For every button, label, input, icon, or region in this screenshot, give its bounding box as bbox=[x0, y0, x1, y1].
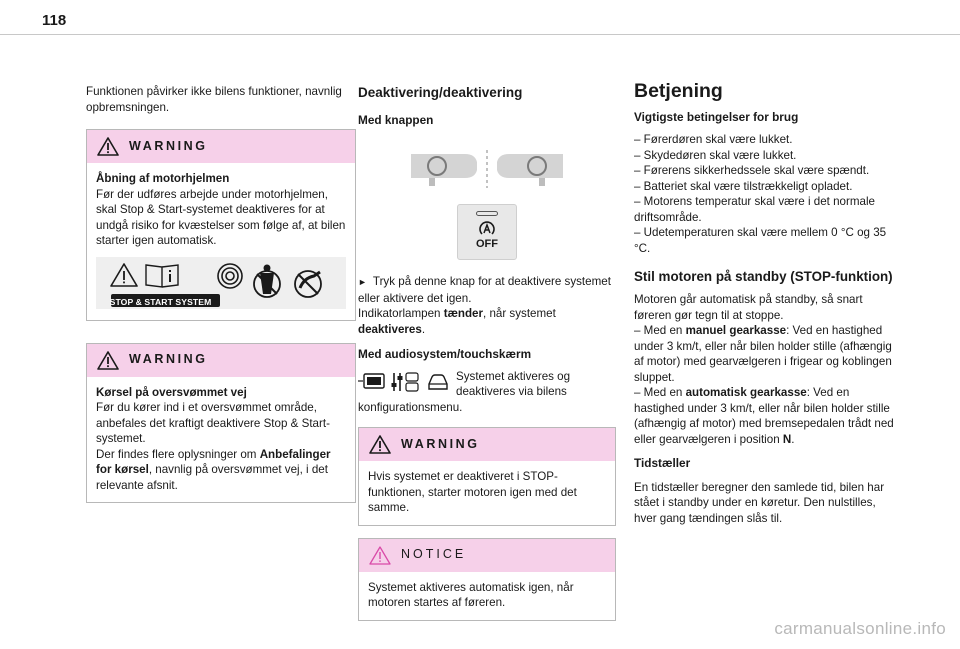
subheading-button: Med knappen bbox=[358, 112, 434, 127]
text-fragment: : Ved en hastighed under 3 km/t, eller når bilen holder stille (afhængig af motor) med bremsepedalen trådt ned eller gearvælgeren i position bbox=[634, 386, 894, 446]
off-label: OFF bbox=[476, 238, 498, 250]
auto-stop-icon bbox=[478, 221, 496, 237]
list-item: – Førerens sikkerhedssele skal være spændt. bbox=[634, 164, 870, 177]
warning-triangle-icon bbox=[97, 351, 119, 370]
indicator-lamp bbox=[476, 211, 498, 216]
page-number: 118 bbox=[42, 12, 67, 29]
stop-start-badge: STOP & START SYSTEM bbox=[109, 296, 212, 307]
text-fragment: Der findes flere oplysninger om bbox=[96, 447, 260, 461]
text-fragment: manuel gearkasse bbox=[685, 324, 787, 337]
warning-body bbox=[87, 377, 355, 503]
steering-wheel-icon bbox=[407, 148, 567, 190]
steering-illustration bbox=[358, 148, 616, 190]
warning-header bbox=[87, 344, 355, 377]
warning-title: Åbning af motorhjelmen bbox=[96, 172, 230, 185]
warning-box-stop bbox=[358, 427, 616, 526]
text-fragment: – Med en bbox=[634, 324, 686, 337]
instruction-text bbox=[358, 274, 616, 306]
text-fragment: . bbox=[421, 322, 426, 336]
text-fragment: Indikatorlampen bbox=[358, 307, 444, 320]
warning-box-hood bbox=[86, 129, 356, 321]
warning-label: WARNING bbox=[129, 138, 208, 153]
subheading-audio: Med audiosystem/touchskærm bbox=[358, 347, 532, 361]
text-fragment: deaktiveres bbox=[358, 322, 422, 336]
text-fragment: – Med en bbox=[634, 386, 686, 399]
notice-header bbox=[359, 539, 615, 572]
conditions-list bbox=[634, 132, 894, 256]
list-item: – Batteriet skal være tilstrækkeligt opladet. bbox=[634, 179, 853, 193]
header-rule bbox=[0, 34, 960, 35]
standby-heading: Stil motoren på standby (STOP-funktion) bbox=[634, 269, 893, 284]
system-menu-text-cont: konfigurationsmenu. bbox=[358, 400, 463, 414]
column-2 bbox=[358, 84, 616, 621]
list-item: – Førerdøren skal være lukket. bbox=[634, 133, 793, 146]
text-fragment: : Ved en hastighed under 3 km/t, eller når bilen holder stille (afhængig af motor) med gearvælgeren i frigear og koblingen sluppet. bbox=[634, 324, 892, 384]
text-fragment: . bbox=[791, 432, 795, 446]
warning-label: WARNING bbox=[129, 352, 208, 367]
intro-text: Funktionen påvirker ikke bilens funktioner, navnlig opbremsningen. bbox=[86, 85, 342, 114]
warning-box-flood bbox=[86, 343, 356, 504]
text-fragment: , når systemet bbox=[483, 307, 556, 320]
system-menu-text: Systemet aktiveres og deaktiveres via bilens bbox=[456, 369, 571, 398]
reference-link-text: Anbefalinger for kørsel bbox=[96, 447, 331, 476]
warning-label: WARNING bbox=[401, 436, 480, 451]
list-item: – Udetemperaturen skal være mellem 0 °C og 35 °C. bbox=[634, 226, 887, 255]
watermark: carmanualsonline.info bbox=[774, 619, 946, 638]
warning-header bbox=[359, 428, 615, 461]
car-icon bbox=[426, 372, 450, 392]
warning-text: Før du kører ind i et oversvømmet område, anbefales det kraftigt deaktivere Stop & Start-systemet. bbox=[96, 401, 330, 445]
column-1 bbox=[86, 84, 356, 503]
warning-text-more bbox=[96, 447, 346, 494]
section-heading: Deaktivering/deaktivering bbox=[358, 85, 523, 100]
notice-text: Systemet aktiveres automatisk igen, når motoren startes af føreren. bbox=[368, 580, 574, 609]
text-fragment: tænder bbox=[443, 307, 484, 320]
menu-icons bbox=[358, 371, 450, 393]
notice-label: NOTICE bbox=[401, 547, 467, 562]
indicator-text bbox=[358, 306, 616, 337]
warning-body bbox=[359, 461, 615, 525]
counter-heading: Tidstæller bbox=[634, 456, 691, 470]
list-item: – Motorens temperatur skal være i det normale driftsområde. bbox=[634, 195, 875, 224]
manual-gearbox-text bbox=[634, 323, 894, 385]
text-fragment: automatisk gearkasse bbox=[685, 386, 807, 399]
notice-triangle-icon bbox=[369, 546, 391, 565]
text-fragment: Tryk på denne knap for at deaktivere systemet eller aktivere det igen. bbox=[358, 275, 611, 305]
text-fragment: , navnlig på oversvømmet vej, i det relevante afsnit. bbox=[96, 463, 328, 492]
counter-text: En tidstæller beregner den samlede tid, bilen har stået i standby under en køretur. Den nulstilles, hver gang tændingen slås til. bbox=[634, 480, 885, 525]
list-item: – Skydedøren skal være lukket. bbox=[634, 148, 797, 162]
notice-body bbox=[359, 572, 615, 620]
system-menu-row bbox=[358, 369, 616, 400]
subheading-conditions: Vigtigste betingelser for brug bbox=[634, 109, 799, 124]
text-fragment: N bbox=[782, 432, 792, 446]
standby-intro: Motoren går automatisk på standby, så snart føreren gør tegn til at stoppe. bbox=[634, 293, 863, 322]
arrow-bullet-icon: ► bbox=[358, 277, 367, 287]
column-3 bbox=[634, 80, 894, 526]
warning-triangle-icon bbox=[97, 137, 119, 156]
notice-box bbox=[358, 538, 616, 621]
main-heading: Betjening bbox=[634, 80, 723, 102]
warning-text: Før der udføres arbejde under motorhjelmen, skal Stop & Start-systemet deaktiveres for at undgå risiko for kvæstelser som følge af, at bilen starter igen automatisk. bbox=[96, 187, 346, 247]
warning-title: Kørsel på oversvømmet vej bbox=[96, 385, 247, 399]
warning-header bbox=[87, 130, 355, 163]
warning-body bbox=[87, 163, 355, 320]
stop-start-off-button[interactable] bbox=[457, 204, 517, 260]
settings-sliders-icon bbox=[390, 371, 422, 393]
warning-triangle-icon bbox=[369, 435, 391, 454]
warning-text: Hvis systemet er deaktiveret i STOP-funktionen, starter motoren igen med det samme. bbox=[368, 470, 577, 514]
screen-icon bbox=[358, 372, 386, 392]
auto-gearbox-text bbox=[634, 385, 894, 447]
